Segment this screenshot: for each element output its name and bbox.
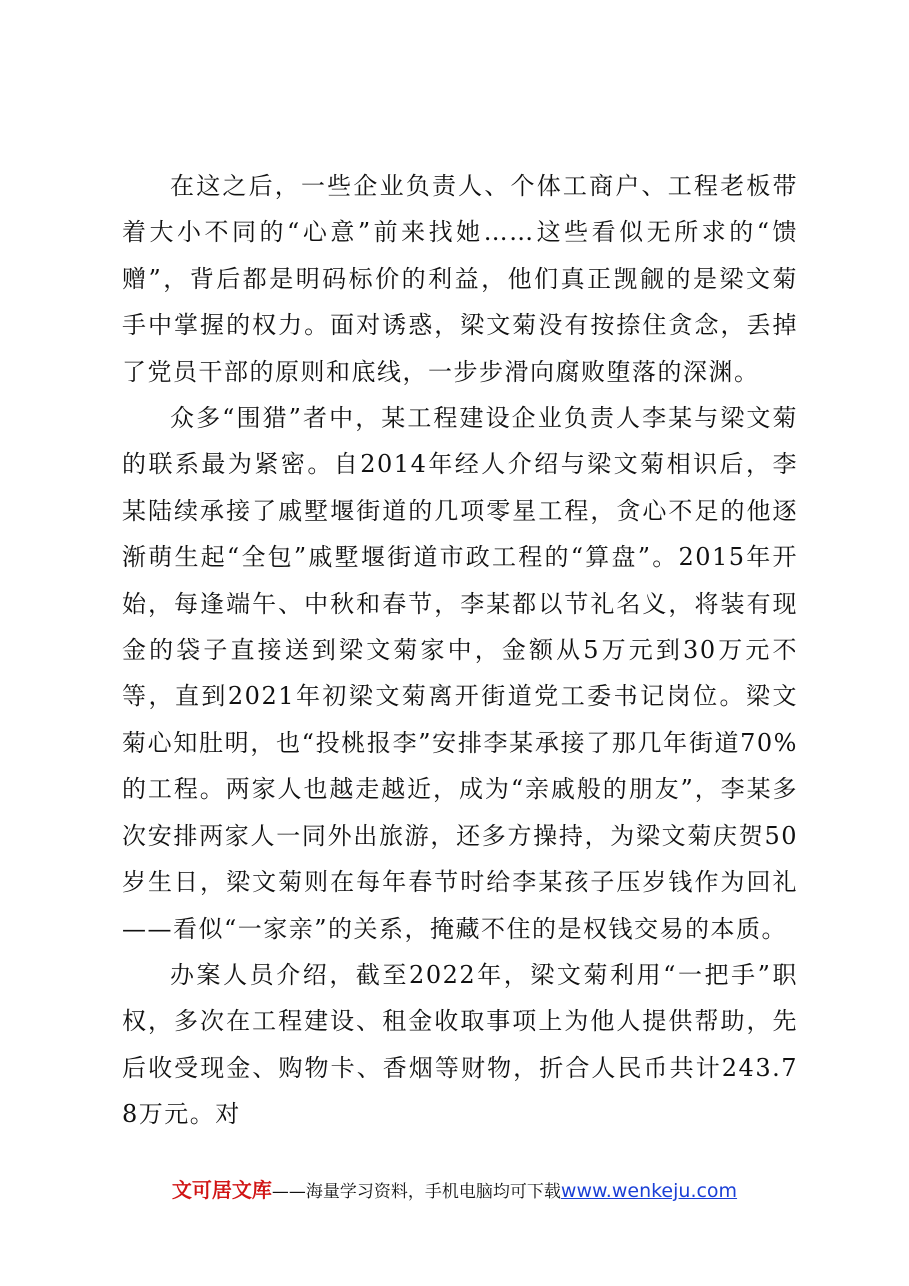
document-body [122, 163, 798, 1138]
footer-site-link[interactable]: www.wenkeju.com [560, 1180, 738, 1202]
footer-tagline: ——海量学习资料，手机电脑均可下载 [271, 1182, 561, 1202]
footer-brand: 文可居文库 [171, 1178, 272, 1202]
footer-banner [0, 1178, 909, 1204]
paragraph-2: 众多“围猎”者中，某工程建设企业负责人李某与梁文菊的联系最为紧密。自2014年经人介绍与梁文菊相识后，李某陆续承接了戚墅堰街道的几项零星工程，贪心不足的他逐渐萌生起“全包”戚墅堰街道市政工程的“算盘”。2015年开始，每逢端午、中秋和春节，李某都以节礼名义，将装有现金的袋子直接送到梁文菊家中，金额从5万元到30万元不等，直到2021年初梁文菊离开街道党工委书记岗位。梁文菊心知肚明，也“投桃报李”安排李某承接了那几年街道70%的工程。两家人也越走越近，成为“亲戚般的朋友”，李某多次安排两家人一同外出旅游，还多方操持，为梁文菊庆贺50岁生日，梁文菊则在每年春节时给李某孩子压岁钱作为回礼——看似“一家亲”的关系，掩藏不住的是权钱交易的本质。 [122, 404, 798, 943]
paragraph-3: 办案人员介绍，截至2022年，梁文菊利用“一把手”职权，多次在工程建设、租金收取事项上为他人提供帮助，先后收受现金、购物卡、香烟等财物，折合人民币共计243.78万元。对 [122, 960, 798, 1129]
paragraph-1: 在这之后，一些企业负责人、个体工商户、工程老板带着大小不同的“心意”前来找她……这些看似无所求的“馈赠”，背后都是明码标价的利益，他们真正觊觎的是梁文菊手中掌握的权力。面对诱惑，梁文菊没有按捺住贪念，丢掉了党员干部的原则和底线，一步步滑向腐败堕落的深渊。 [122, 172, 798, 386]
